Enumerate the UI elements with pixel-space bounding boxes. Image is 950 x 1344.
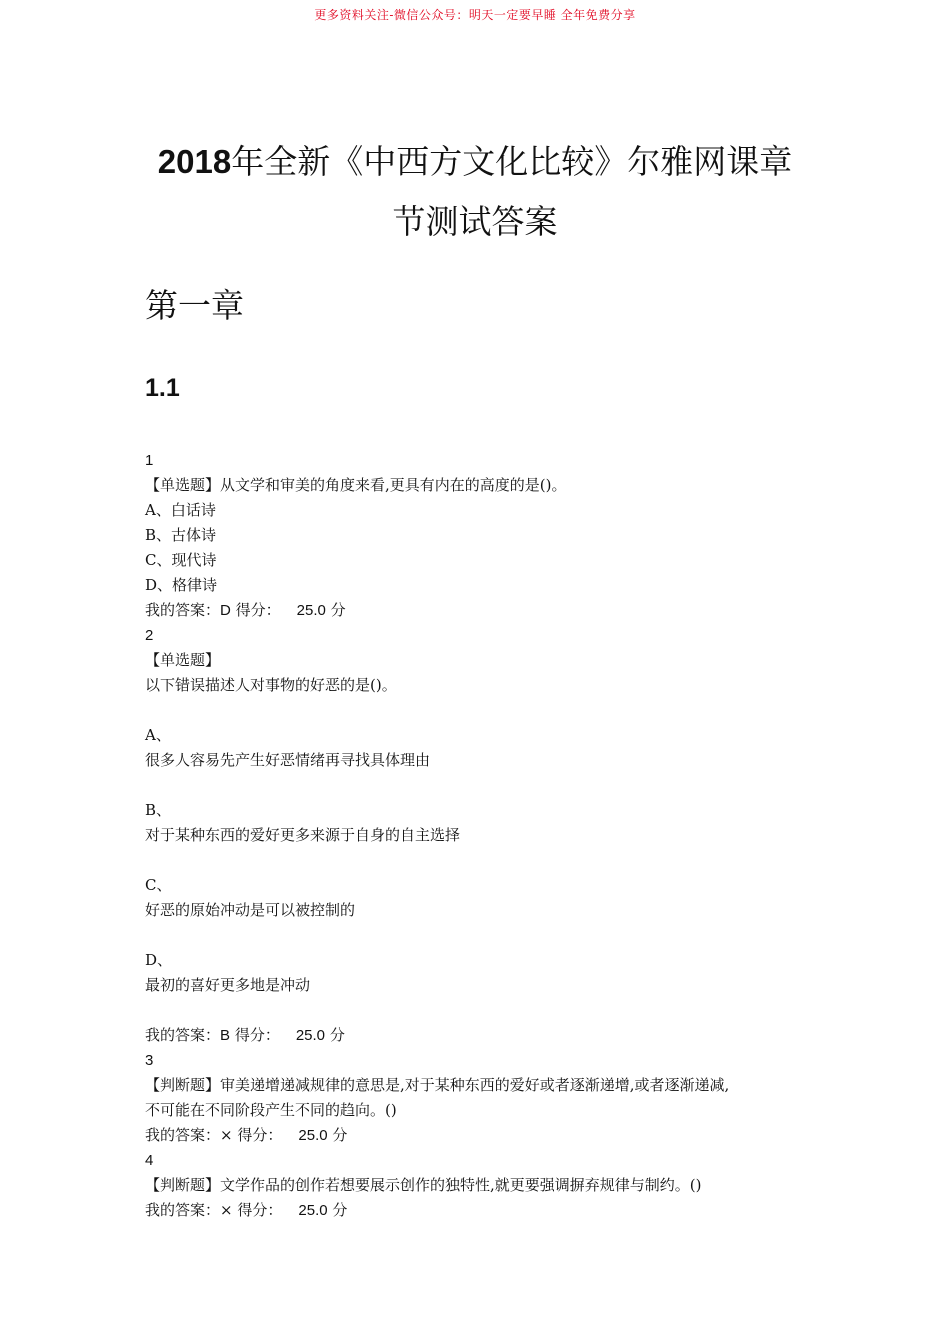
option-d-text: 最初的喜好更多地是冲动 <box>145 976 311 994</box>
title-line1: 年全新《中西方文化比较》尔雅网课章 <box>231 142 793 181</box>
question-text: 文学作品的创作若想要展示创作的独特性,就更要强调摒弃规律与制约。() <box>220 1176 702 1194</box>
section-heading: 1.1 <box>145 374 180 402</box>
option-b-letter: B、 <box>145 801 172 819</box>
option-d-letter: D、 <box>145 951 173 969</box>
title-line2: 节测试答案 <box>392 202 558 241</box>
my-answer-label: 我的答案： <box>145 601 221 619</box>
question-number: 2 <box>145 627 154 644</box>
answer-value: × <box>220 1201 233 1219</box>
option-b: B、古体诗 <box>145 526 217 544</box>
chapter-heading: 第一章 <box>145 286 244 325</box>
question-stem <box>145 473 825 498</box>
score-label: 得分： <box>235 601 281 619</box>
answer-line <box>145 598 825 623</box>
document-title <box>130 132 820 252</box>
option-a-letter: A、 <box>145 726 171 744</box>
score-unit: 分 <box>332 1201 348 1219</box>
my-answer-label: 我的答案： <box>145 1201 221 1219</box>
score-value: 25.0 <box>298 1127 328 1144</box>
watermark-header: 更多资料关注-微信公众号：明天一定要早睡 全年免费分享 <box>314 8 636 22</box>
score-unit: 分 <box>329 1026 345 1044</box>
my-answer-label: 我的答案： <box>145 1126 221 1144</box>
score-label: 得分： <box>237 1201 283 1219</box>
option-c-text: 好恶的原始冲动是可以被控制的 <box>145 901 356 919</box>
question-4 <box>145 1148 825 1223</box>
option-c: C、现代诗 <box>145 551 217 569</box>
answer-value: × <box>220 1126 233 1144</box>
question-number: 3 <box>145 1052 154 1069</box>
option-a: A、白话诗 <box>145 501 216 519</box>
answer-line <box>145 1198 825 1223</box>
score-unit: 分 <box>330 601 346 619</box>
option-d: D、格律诗 <box>145 576 218 594</box>
question-type-tag: 【单选题】 <box>145 651 221 669</box>
answer-value: B <box>220 1027 231 1044</box>
my-answer-label: 我的答案： <box>145 1026 221 1044</box>
question-3 <box>145 1048 825 1148</box>
answer-value: D <box>220 602 231 619</box>
question-number: 1 <box>145 452 154 469</box>
question-text-line2: 不可能在不同阶段产生不同的趋向。() <box>145 1101 397 1119</box>
answer-line <box>145 1123 825 1148</box>
question-text: 以下错误描述人对事物的好恶的是()。 <box>145 676 397 694</box>
score-label: 得分： <box>234 1026 280 1044</box>
option-a-text: 很多人容易先产生好恶情绪再寻找具体理由 <box>145 751 431 769</box>
question-2 <box>145 623 825 1048</box>
question-number: 4 <box>145 1152 154 1169</box>
question-1 <box>145 448 825 623</box>
score-value: 25.0 <box>296 602 326 619</box>
question-type-tag: 【单选题】 <box>145 476 221 494</box>
question-type-tag: 【判断题】 <box>145 1076 221 1094</box>
question-list <box>145 448 825 1223</box>
answer-line <box>145 1023 825 1048</box>
question-stem <box>145 1073 825 1098</box>
title-year: 2018 <box>157 143 232 180</box>
score-value: 25.0 <box>298 1202 328 1219</box>
score-value: 25.0 <box>295 1027 326 1044</box>
option-b-text: 对于某种东西的爱好更多来源于自身的自主选择 <box>145 826 461 844</box>
question-text-line1: 审美递增递减规律的意思是,对于某种东西的爱好或者逐渐递增,或者逐渐递减, <box>220 1076 730 1094</box>
question-stem <box>145 1173 825 1198</box>
score-label: 得分： <box>237 1126 283 1144</box>
option-c-letter: C、 <box>145 876 172 894</box>
question-text: 从文学和审美的角度来看,更具有内在的高度的是()。 <box>220 476 567 494</box>
question-type-tag: 【判断题】 <box>145 1176 221 1194</box>
score-unit: 分 <box>332 1126 348 1144</box>
